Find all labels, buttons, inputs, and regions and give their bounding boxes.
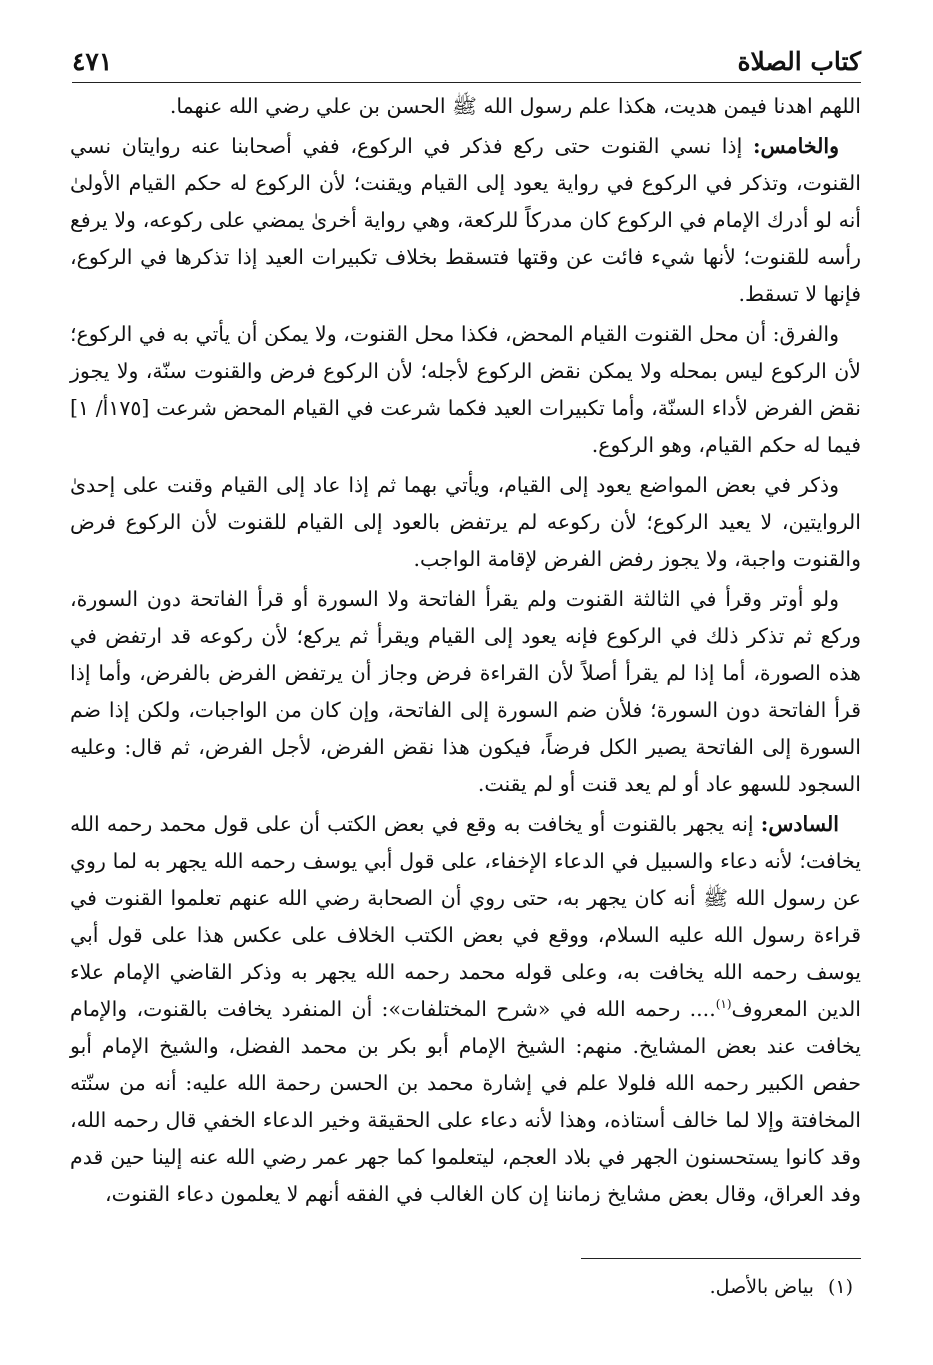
paragraph-5 [70,581,861,803]
paragraph-text: إنه يجهر بالقنوت أو يخافت به وقع في بعض الكتب أن على قول محمد رحمه الله يخافت؛ لأنه دعاء والسبيل في الدعاء الإخفاء، على قول أبي يوسف رحمه الله يجهر به لما روي عن رسول الله ﷺ أنه كان يجهر به، حتى روي أن الصحابة رضي الله عنهم تعلموا القنوت في قراءة رسول الله عليه السلام، ووقع في بعض الكتب الخلاف على عكس هذا على قول أبي يوسف رحمه الله يخافت به، وعلى قوله محمد رحمه الله يجهر به وذكر القاضي الإمام علاء الدين المعروف [70,812,861,1021]
paragraph-text: اللهم اهدنا فيمن هديت، هكذا علم رسول الله ﷺ الحسن بن علي رضي الله عنهما. [169,94,861,118]
paragraph-text: إذا نسي القنوت حتى ركع فذكر في الركوع، ففي أصحابنا عنه روايتان نسي القنوت، وتذكر في الركوع في رواية يعود إلى القيام ويقنت؛ لأن الركوع له حكم القيام الأولىٰ أنه لو أدرك الإمام في الركوع كان مدركاً للركعة، وهي رواية أخرىٰ يمضي على ركوعه، ولا يرفع رأسه للقنوت؛ لأنها شيء فائت عن وقتها فتسقط بخلاف تكبيرات العيد إذا تذكرها في الركوع، فإنها لا تسقط. [70,134,861,306]
body-text [70,88,861,1213]
page-number: ٤٧١ [72,47,113,76]
paragraph-2 [70,128,861,313]
paragraph-6 [70,806,861,1213]
paragraph-lead: والخامس: [752,134,839,158]
paragraph-lead: السادس: [760,812,839,836]
paragraph-1 [70,88,861,125]
running-title: كتاب الصلاة [737,47,861,76]
footnote-item [72,1272,853,1302]
paragraph-text: وذكر في بعض المواضع يعود إلى القيام، ويأتي بهما ثم إذا عاد إلى القيام وقنت على إحدىٰ الروايتين، لا يعيد الركوع؛ لأن ركوعه لم يرتفض بالعود إلى القيام للقنوت لأن الركوع فرض والقنوت واجبة، ولا يجوز رفض الفرض لإقامة الواجب. [70,473,861,571]
header-rule [72,82,861,83]
paragraph-text: والفرق: أن محل القنوت القيام المحض، فكذا محل القنوت، ولا يمكن أن يأتي به في الركوع؛ لأن الركوع ليس بمحله ولا يمكن نقض الركوع لأجله؛ لأن الركوع فرض والقنوت سنّة، ولا يجوز نقض الفرض لأداء السنّة، وأما تكبيرات العيد فكما شرعت في القيام المحض شرعت [١٧٥أ/ ١] فيما له حكم القيام، وهو الركوع. [70,322,861,457]
paragraph-text: ولو أوتر وقرأ في الثالثة القنوت ولم يقرأ الفاتحة ولا السورة أو قرأ الفاتحة دون السورة، وركع ثم تذكر ذلك في الركوع فإنه يعود إلى القيام ويقرأ ثم يركع؛ لأن ركوعه قد ارتفض في هذه الصورة، أما إذا لم يقرأ أصلاً لأن القراءة فرض وجاز أن يرتفض الفرض بالفرض، وأما إذا قرأ الفاتحة دون السورة؛ فلأن ضم السورة إلى الفاتحة، وإن كان من الواجبات، ولكن إذا ضم السورة إلى الفاتحة يصير الكل فرضاً، فيكون هذا نقض الفرض، لأجل الفرض، ثم قال: وعليه السجود للسهو عاد أو لم يعد قنت أو لم يقنت. [70,587,861,796]
footnote-rule [581,1258,861,1259]
footnote-text: بياض بالأصل. [709,1276,814,1298]
footnote-marker: (١) [827,1276,853,1298]
paragraph-text-continued: .... رحمه الله في «شرح المختلفات»: أن المنفرد يخافت بالقنوت، والإمام يخافت عند بعض المشايخ. منهم: الشيخ الإمام أبو بكر بن محمد الفضل، والشيخ الإمام أبو حفص الكبير رحمه الله فلولا علم في إشارة محمد بن الحسن رحمة الله عليه: أنه من سنّته المخافتة وإلا لما خالف أستاذه، وهذا لأنه دعاء على الحقيقة وخير الدعاء الخفي قال رحمه الله، وقد كانوا يستحسنون الجهر في بلاد العجم، ليتعلموا كما جهر عمر رضي الله عنه إلينا حين قدم وفد العراق، وقال بعض مشايخ زماننا إن كان الغالب في الفقه أنهم لا يعلمون دعاء القنوت، [70,997,861,1206]
page-header [72,32,861,76]
footnotes [72,1272,853,1302]
paragraph-3 [70,316,861,464]
paragraph-4 [70,467,861,578]
footnote-reference[interactable]: (١) [715,997,732,1012]
